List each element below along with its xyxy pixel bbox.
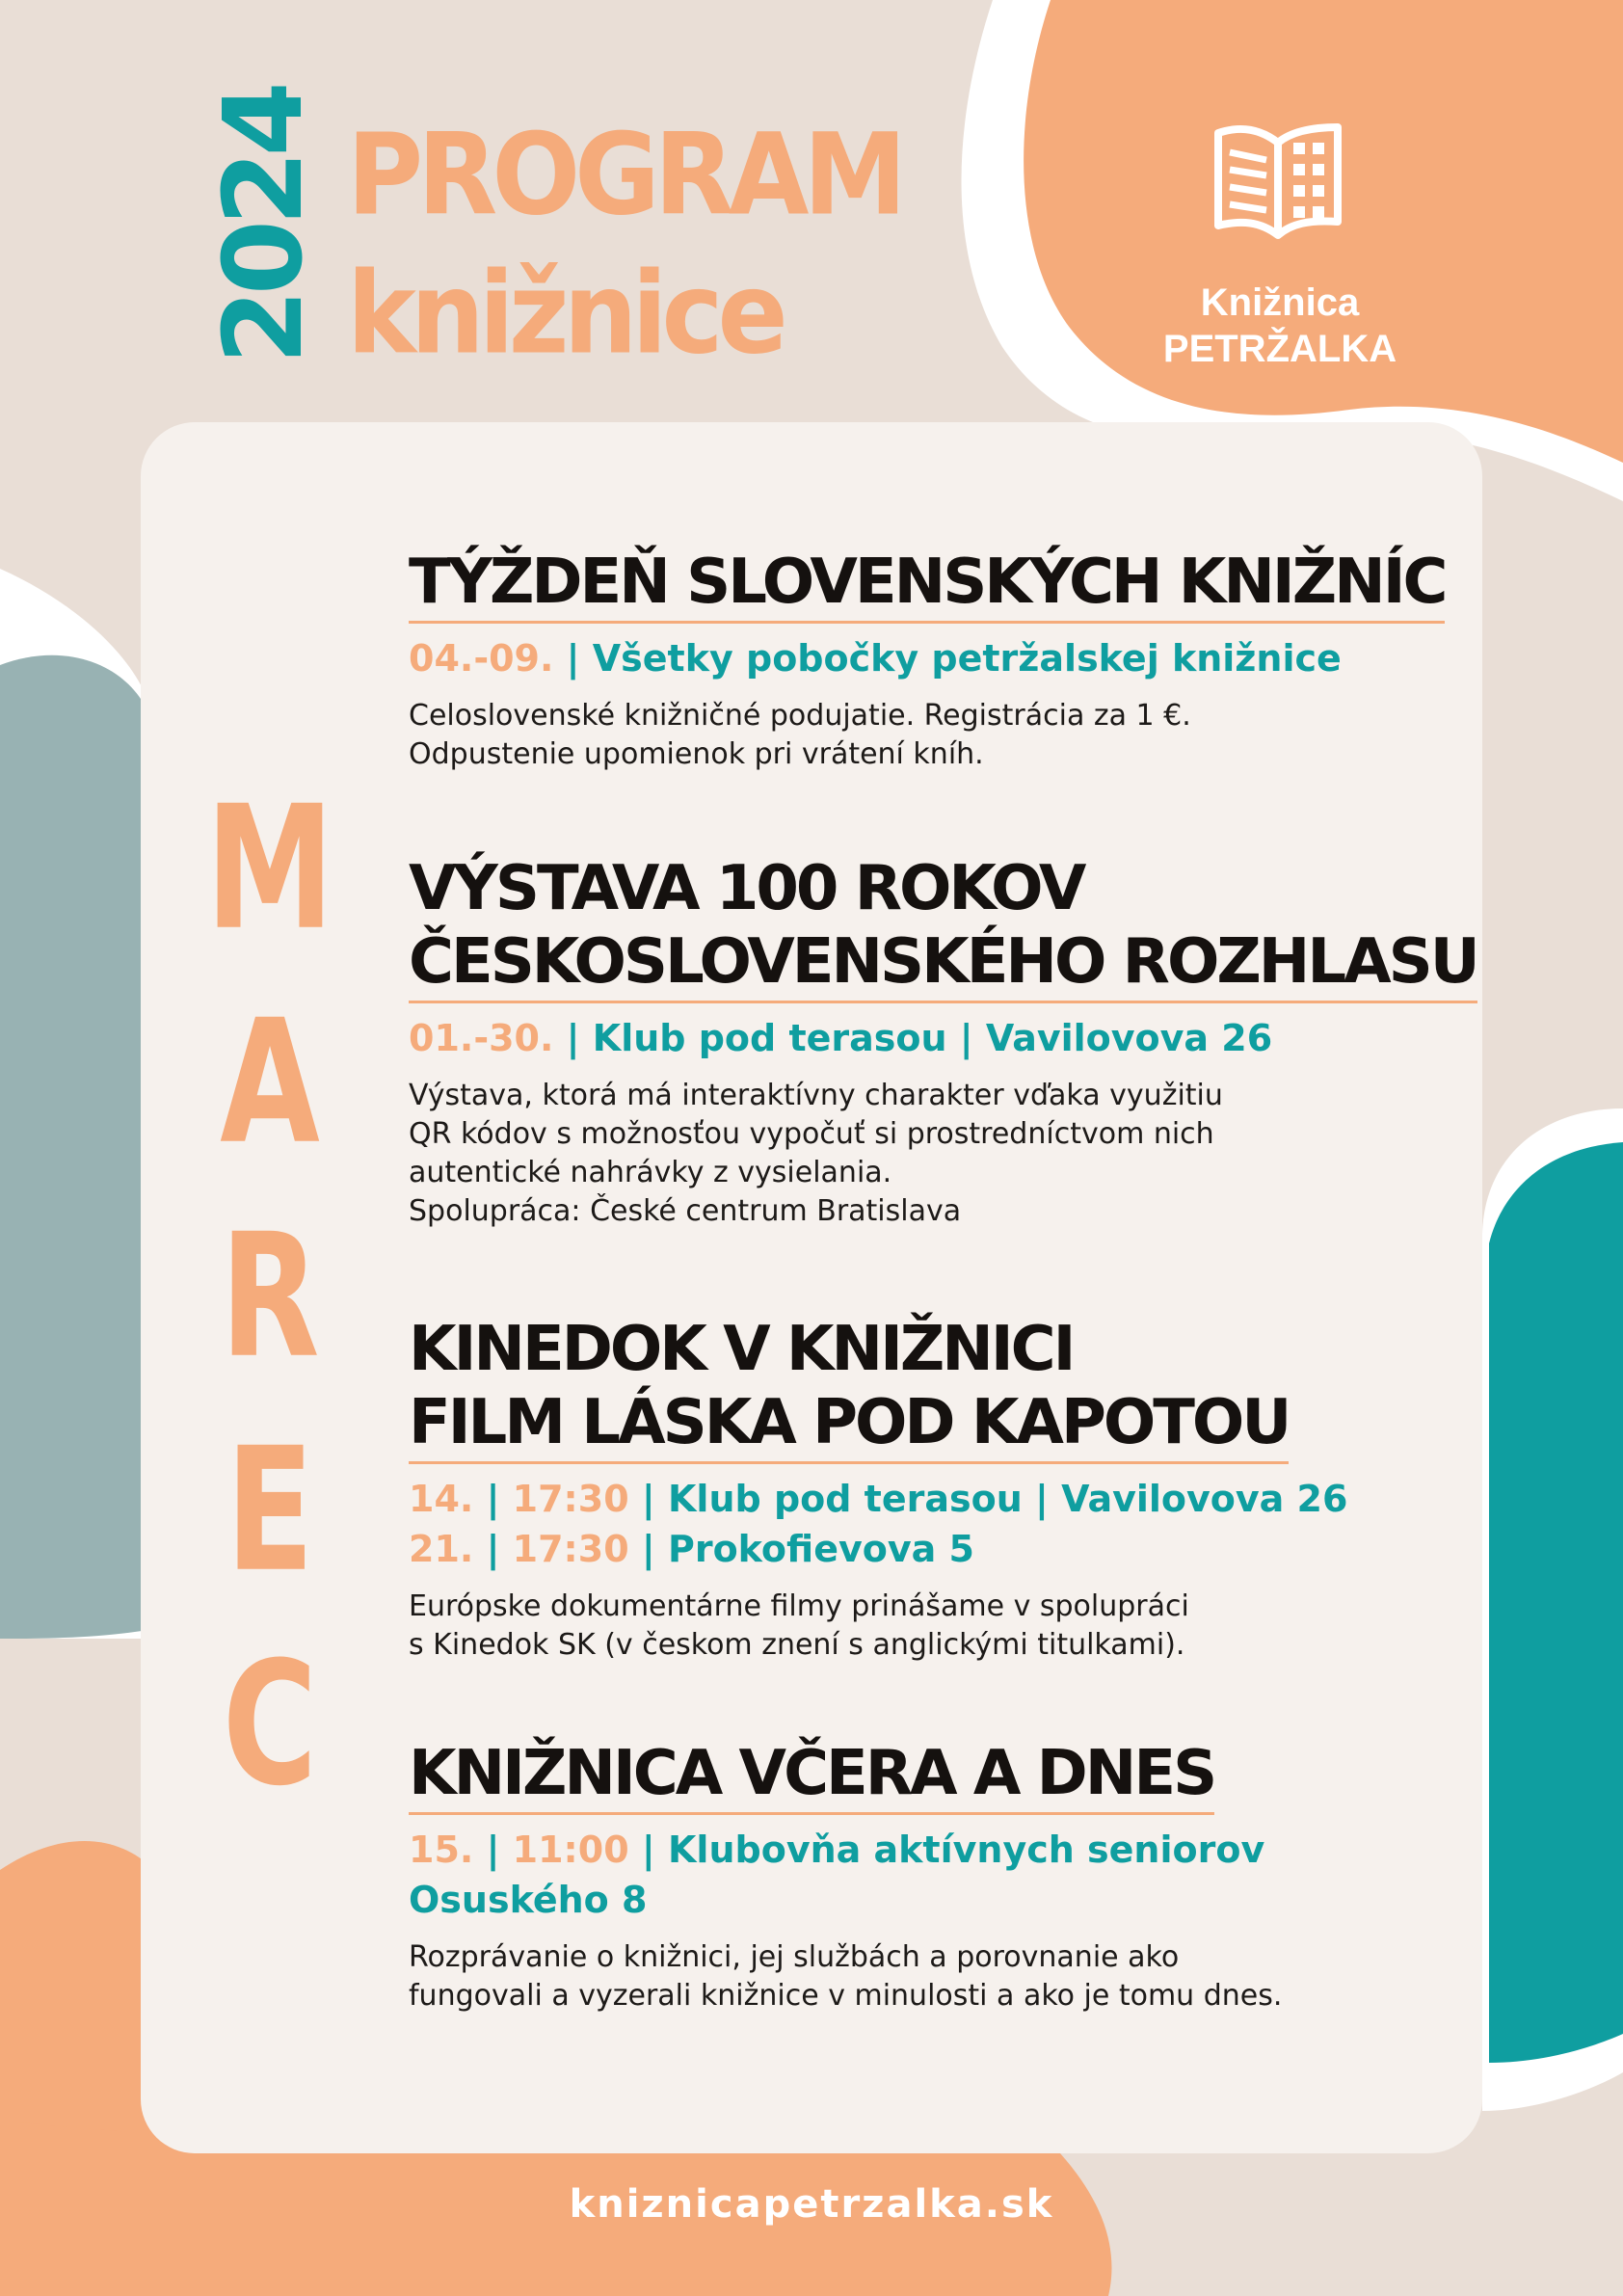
- event-tyzden-kniznic: [409, 546, 1446, 774]
- event-date: 01.-30.: [409, 1017, 554, 1059]
- event-time: 17:30: [512, 1528, 629, 1570]
- event-vystava-rozhlas: [409, 852, 1477, 1231]
- event-title: [409, 1737, 1214, 1815]
- description-line: Celoslovenské knižničné podujatie. Registrácia za 1 €.: [409, 699, 1191, 733]
- event-description: [409, 1588, 1421, 1665]
- logo-line-1: Knižnica: [1200, 281, 1360, 324]
- event-kniznica-vcera-dnes: [409, 1737, 1421, 2016]
- library-logo-text: [1133, 280, 1426, 372]
- event-time: 11:00: [512, 1829, 629, 1871]
- year-label: 2024: [201, 87, 327, 364]
- event-place: Klubovňa aktívnych seniorov: [667, 1829, 1265, 1871]
- event-time: 17:30: [512, 1478, 629, 1520]
- description-line: Európske dokumentárne filmy prinášame v spolupráci: [409, 1589, 1189, 1623]
- event-title: [409, 852, 1477, 1003]
- event-schedule: 14. | 17:30 | Klub pod terasou | Vavilovova 26: [409, 1478, 1348, 1520]
- event-schedule: 15. | 11:00 | Klubovňa aktívnych seniorov: [409, 1829, 1265, 1871]
- event-schedule: 21. | 17:30 | Prokofievova 5: [409, 1528, 974, 1570]
- description-line: fungovali a vyzerali knižnice v minulosti a ako je tomu dnes.: [409, 1979, 1283, 2013]
- description-line: Spolupráca: České centrum Bratislava: [409, 1194, 962, 1228]
- event-description: [409, 1938, 1421, 2016]
- logo-line-2: PETRŽALKA: [1162, 328, 1397, 370]
- event-place: Klub pod terasou | Vavilovova 26: [592, 1017, 1273, 1059]
- description-line: s Kinedok SK (v českom znení s anglickými titulkami).: [409, 1628, 1185, 1662]
- description-line: QR kódov s možnosťou vypočuť si prostredníctvom nich: [409, 1117, 1214, 1151]
- event-title-line: KNIŽNICA VČERA A DNES: [409, 1738, 1215, 1809]
- event-schedule: 04.-09. | Všetky pobočky petržalskej knižnice: [409, 637, 1342, 680]
- event-kinedok: [409, 1313, 1421, 1665]
- event-place: Klub pod terasou | Vavilovova 26: [667, 1478, 1348, 1520]
- event-schedule: 01.-30. | Klub pod terasou | Vavilovova 26: [409, 1017, 1273, 1059]
- month-letter: R: [220, 1197, 320, 1396]
- description-line: autentické nahrávky z vysielania.: [409, 1156, 892, 1189]
- event-date: 14.: [409, 1478, 474, 1520]
- event-place-extra: Osuského 8: [409, 1879, 648, 1921]
- program-subtitle: knižnice: [347, 249, 783, 380]
- description-line: Odpustenie upomienok pri vrátení kníh.: [409, 737, 984, 771]
- month-label: [193, 761, 347, 1831]
- event-date: 15.: [409, 1829, 474, 1871]
- open-book-building-icon: [1212, 114, 1344, 245]
- event-place: Prokofievova 5: [667, 1528, 974, 1570]
- event-title-line: TÝŽDEŇ SLOVENSKÝCH KNIŽNÍC: [409, 547, 1446, 618]
- event-date: 04.-09.: [409, 637, 554, 680]
- event-title: [409, 1313, 1289, 1464]
- description-line: Rozprávanie o knižnici, jej službách a porovnanie ako: [409, 1940, 1180, 1974]
- program-title: PROGRAM: [347, 110, 901, 241]
- event-place: Všetky pobočky petržalskej knižnice: [592, 637, 1342, 680]
- month-letter: M: [205, 769, 334, 968]
- event-title-line: VÝSTAVA 100 ROKOV: [409, 853, 1084, 924]
- event-date: 21.: [409, 1528, 474, 1570]
- month-letter: C: [222, 1625, 318, 1824]
- event-title-line: ČESKOSLOVENSKÉHO ROZHLASU: [409, 926, 1477, 998]
- event-title-line: FILM LÁSKA POD KAPOTOU: [409, 1387, 1290, 1458]
- month-letter: A: [220, 983, 320, 1182]
- description-line: Výstava, ktorá má interaktívny charakter vďaka využitiu: [409, 1079, 1223, 1112]
- event-title-line: KINEDOK V KNIŽNICI: [409, 1314, 1074, 1385]
- event-title: [409, 546, 1445, 624]
- event-description: [409, 697, 1421, 774]
- month-letter: E: [226, 1411, 314, 1610]
- website-link[interactable]: kniznicapetrzalka.sk: [569, 2182, 1054, 2227]
- event-description: [409, 1077, 1421, 1231]
